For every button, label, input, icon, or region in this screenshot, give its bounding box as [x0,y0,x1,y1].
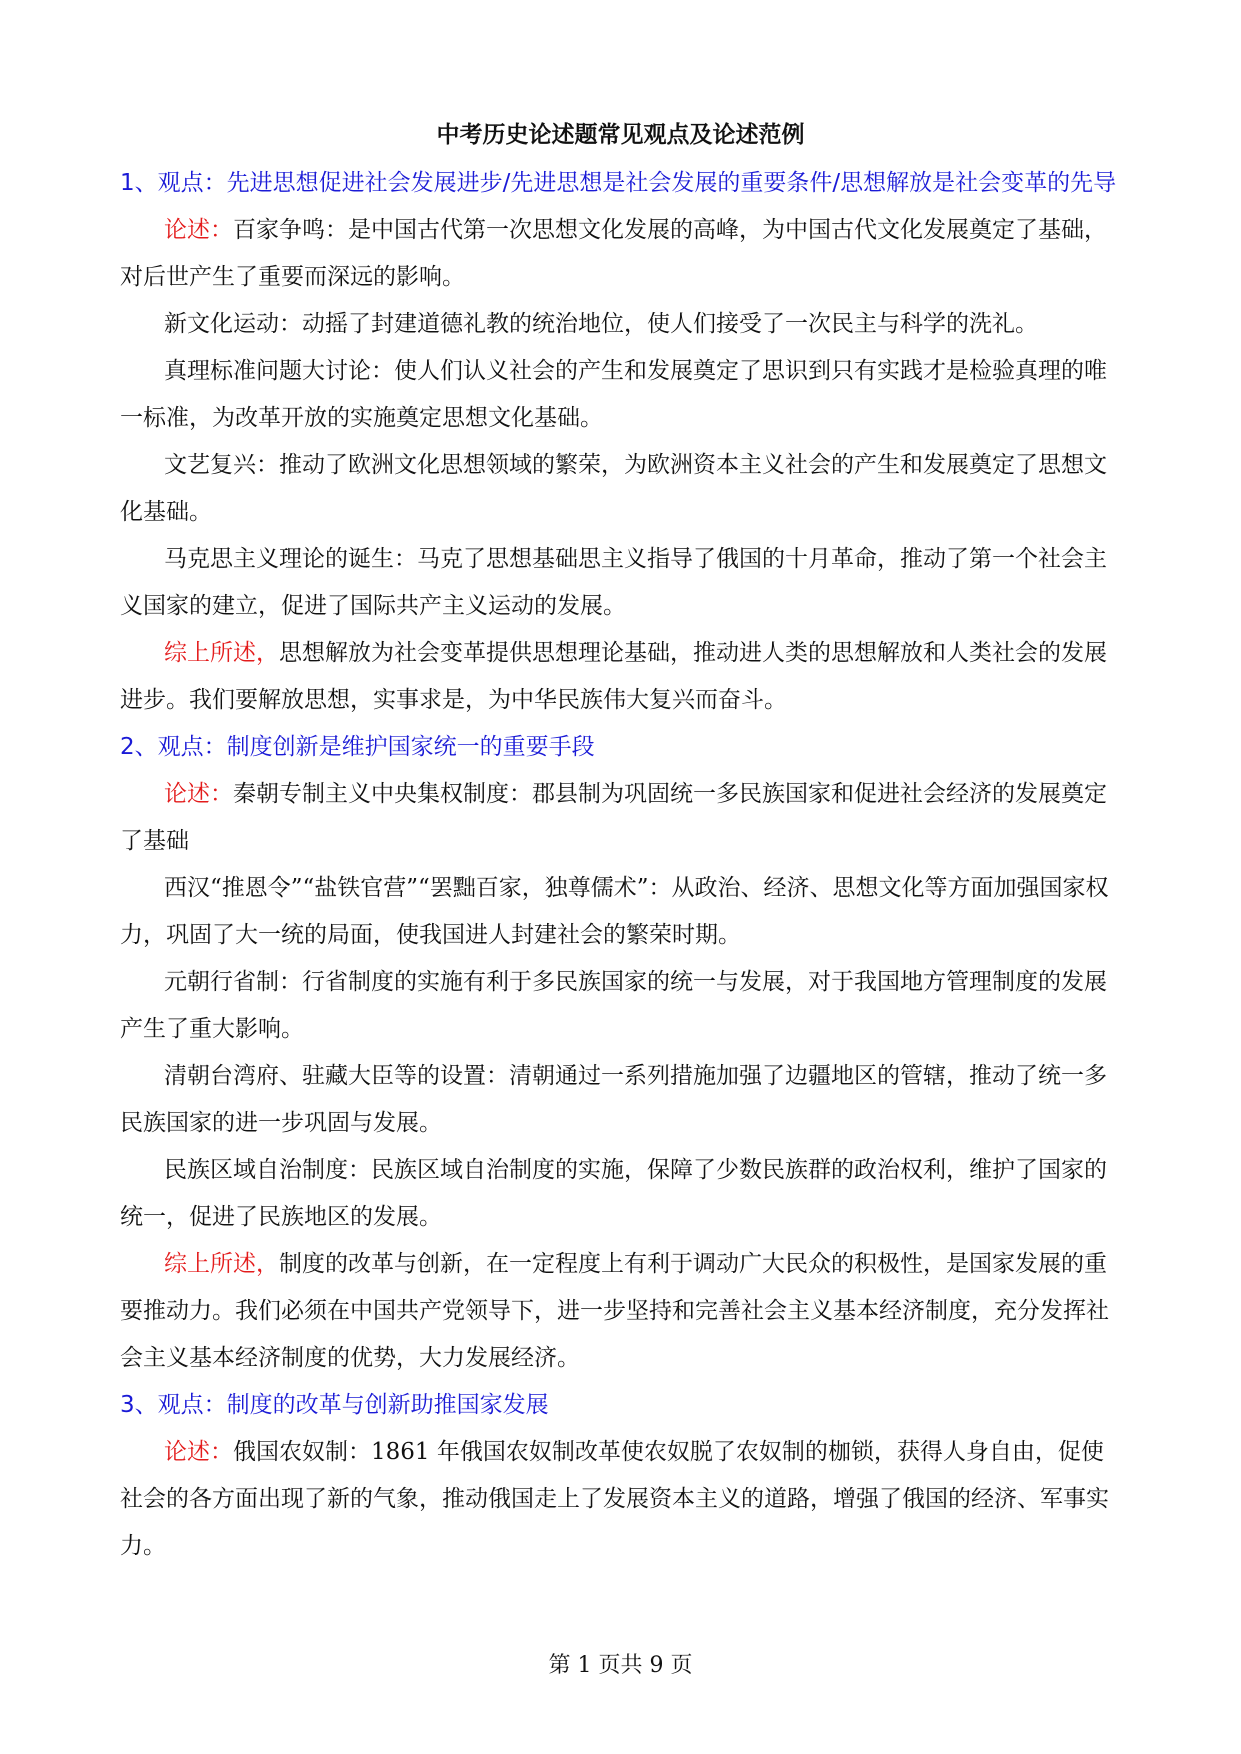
paragraph [120,630,1122,724]
paragraph-text: 新文化运动：动摇了封建道德礼教的统治地位，使人们接受了一次民主与科学的洗礼。 [164,311,1038,337]
paragraph-text: 元朝行省制：行省制度的实施有利于多民族国家的统一与发展，对于我国地方管理制度的发展产生了重大影响。 [120,969,1107,1042]
section-heading: 2、观点：制度创新是维护国家统一的重要手段 [120,734,595,760]
lead-label: 综上所述， [164,640,279,666]
page-number: 第 1 页共 9 页 [548,1653,693,1678]
paragraph-text: 俄国农奴制：1861 年俄国农奴制改革使农奴脱了农奴制的枷锁，获得人身自由，促使社会的各方面出现了新的气象，推动俄国走上了发展资本主义的道路，增强了俄国的经济、军事实力。 [120,1439,1109,1559]
paragraph [120,959,1122,1053]
paragraph [120,207,1122,301]
paragraph-text: 民族区域自治制度：民族区域自治制度的实施，保障了少数民族群的政治权利，维护了国家的统一，促进了民族地区的发展。 [120,1157,1107,1230]
paragraph [120,442,1122,536]
paragraph [120,348,1122,442]
lead-label: 论述： [164,781,233,807]
document-body [120,160,1122,1570]
paragraph [120,771,1122,865]
section-heading: 3、观点：制度的改革与创新助推国家发展 [120,1392,549,1418]
lead-label: 论述： [164,1439,233,1465]
section-heading: 1、观点：先进思想促进社会发展进步/先进思想是社会发展的重要条件/思想解放是社会变革的先导 [120,170,1117,196]
paragraph-text: 文艺复兴：推动了欧洲文化思想领域的繁荣，为欧洲资本主义社会的产生和发展奠定了思想文化基础。 [120,452,1107,525]
paragraph [120,1053,1122,1147]
paragraph-text: 马克思主义理论的诞生：马克了思想基础思主义指导了俄国的十月革命，推动了第一个社会主义国家的建立，促进了国际共产主义运动的发展。 [120,546,1107,619]
paragraph-text: 真理标准问题大讨论：使人们认义社会的产生和发展奠定了思识到只有实践才是检验真理的唯一标准，为改革开放的实施奠定思想文化基础。 [120,358,1107,431]
paragraph-text: 秦朝专制主义中央集权制度：郡县制为巩固统一多民族国家和促进社会经济的发展奠定了基础 [120,781,1107,854]
paragraph-text: 西汉“推恩令”“盐铁官营”“罢黜百家，独尊儒术”：从政治、经济、思想文化等方面加强国家权力，巩固了大一统的局面，使我国进人封建社会的繁荣时期。 [120,875,1109,948]
paragraph-text: 清朝台湾府、驻藏大臣等的设置：清朝通过一系列措施加强了边疆地区的管辖，推动了统一多民族国家的进一步巩固与发展。 [120,1063,1107,1136]
paragraph [120,1147,1122,1241]
paragraph-text: 思想解放为社会变革提供思想理论基础，推动进人类的思想解放和人类社会的发展进步。我们要解放思想，实事求是，为中华民族伟大复兴而奋斗。 [120,640,1107,713]
document-title: 中考历史论述题常见观点及论述范例 [436,122,805,148]
paragraph [120,301,1122,348]
paragraph [120,536,1122,630]
paragraph [120,865,1122,959]
paragraph [120,1241,1122,1382]
lead-label: 综上所述， [164,1251,279,1277]
paragraph-text: 百家争鸣：是中国古代第一次思想文化发展的高峰，为中国古代文化发展奠定了基础，对后世产生了重要而深远的影响。 [120,217,1107,290]
lead-label: 论述： [164,217,233,243]
paragraph-text: 制度的改革与创新，在一定程度上有利于调动广大民众的积极性，是国家发展的重要推动力。我们必须在中国共产党领导下，进一步坚持和完善社会主义基本经济制度，充分发挥社会主义基本经济制度的优势，大力发展经济。 [120,1251,1109,1371]
paragraph [120,1429,1122,1570]
